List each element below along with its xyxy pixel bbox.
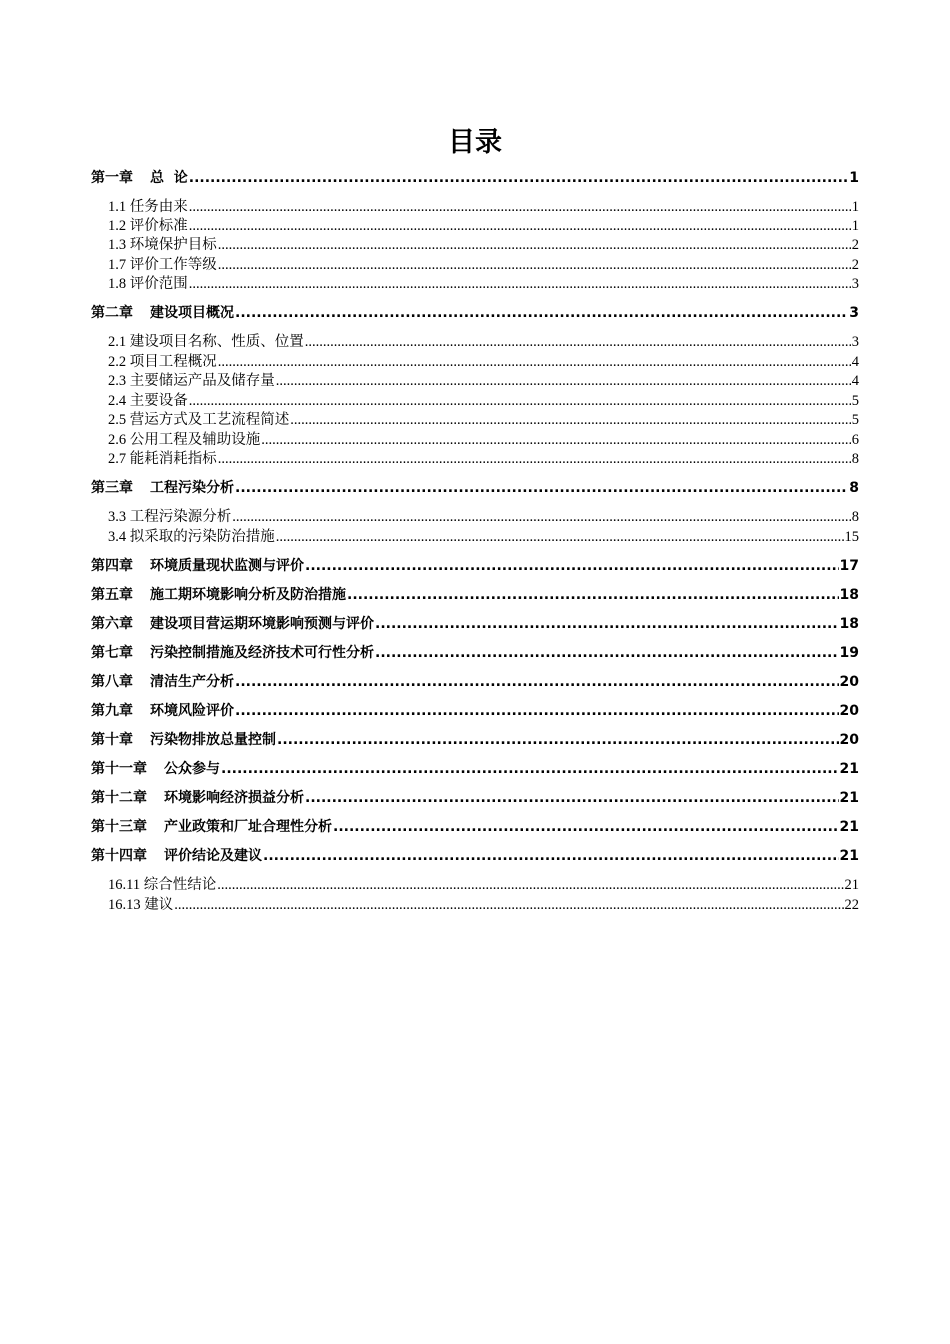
page-number: 21 (839, 848, 859, 864)
dot-leader (217, 875, 843, 895)
dot-leader (189, 391, 851, 411)
chapter-number: 第五章 (91, 587, 133, 603)
entry-title: 2.6 公用工程及辅助设施 (108, 432, 261, 448)
page-number: 1 (851, 218, 859, 234)
page-number: 22 (844, 897, 859, 913)
dot-leader (218, 235, 851, 255)
dot-leader (305, 332, 851, 352)
entry-title: 建设项目概况 (150, 305, 234, 321)
dot-leader (221, 759, 839, 779)
entry-title: 1.7 评价工作等级 (108, 257, 217, 273)
dot-leader (174, 895, 843, 915)
dot-leader (189, 168, 849, 188)
chapter-number: 第十四章 (91, 848, 147, 864)
dot-leader (218, 352, 851, 372)
page-number: 4 (851, 373, 859, 389)
dot-leader (277, 730, 839, 750)
toc-chapter-entry[interactable] (91, 585, 859, 605)
toc-section-entry[interactable] (108, 410, 859, 430)
chapter-number: 第一章 (91, 170, 133, 186)
toc-chapter-entry[interactable] (91, 672, 859, 692)
dot-leader (235, 672, 839, 692)
toc-chapter-entry[interactable] (91, 730, 859, 750)
page-number: 19 (839, 645, 859, 661)
page-number: 21 (844, 877, 859, 893)
page-number: 20 (839, 703, 859, 719)
toc-section-entry[interactable] (108, 216, 859, 236)
toc-chapter-entry[interactable] (91, 168, 859, 188)
entry-title: 2.7 能耗消耗指标 (108, 451, 217, 467)
toc-chapter-entry[interactable] (91, 556, 859, 576)
dot-leader (276, 371, 851, 391)
dot-leader (347, 585, 839, 605)
entry-title: 3.3 工程污染源分析 (108, 509, 232, 525)
page-number: 18 (839, 587, 859, 603)
entry-title: 环境风险评价 (150, 703, 234, 719)
page-number: 1 (851, 199, 859, 215)
dot-leader (218, 255, 851, 275)
entry-title: 清洁生产分析 (150, 674, 234, 690)
entry-title: 施工期环境影响分析及防治措施 (150, 587, 346, 603)
page-number: 5 (851, 412, 859, 428)
chapter-number: 第九章 (91, 703, 133, 719)
toc-section-entry[interactable] (108, 274, 859, 294)
entry-title: 产业政策和厂址合理性分析 (164, 819, 332, 835)
entry-title: 污染物排放总量控制 (150, 732, 276, 748)
chapter-number: 第八章 (91, 674, 133, 690)
toc-section-entry[interactable] (108, 875, 859, 895)
toc-chapter-entry[interactable] (91, 846, 859, 866)
toc-chapter-entry[interactable] (91, 614, 859, 634)
toc-section-entry[interactable] (108, 371, 859, 391)
page-number: 8 (851, 509, 859, 525)
toc-section-entry[interactable] (108, 895, 859, 915)
entry-title: 1.2 评价标准 (108, 218, 188, 234)
page-number: 2 (851, 237, 859, 253)
page-number: 21 (839, 819, 859, 835)
dot-leader (305, 788, 839, 808)
entry-title: 1.1 任务由来 (108, 199, 188, 215)
dot-leader (305, 556, 839, 576)
entry-title: 1.8 评价范围 (108, 276, 188, 292)
entry-title: 2.3 主要储运产品及储存量 (108, 373, 275, 389)
chapter-number: 第四章 (91, 558, 133, 574)
entry-title: 16.11 综合性结论 (108, 877, 217, 893)
page-number: 21 (839, 761, 859, 777)
entry-title: 环境质量现状监测与评价 (150, 558, 304, 574)
toc-chapter-entry[interactable] (91, 817, 859, 837)
entry-title: 2.4 主要设备 (108, 393, 188, 409)
toc-section-entry[interactable] (108, 235, 859, 255)
dot-leader (375, 614, 839, 634)
toc-section-entry[interactable] (108, 391, 859, 411)
dot-leader (333, 817, 839, 837)
page-number: 5 (851, 393, 859, 409)
toc-section-entry[interactable] (108, 352, 859, 372)
page-number: 3 (851, 334, 859, 350)
toc-section-entry[interactable] (108, 332, 859, 352)
dot-leader (276, 527, 844, 547)
toc-chapter-entry[interactable] (91, 643, 859, 663)
toc-chapter-entry[interactable] (91, 478, 859, 498)
toc-section-entry[interactable] (108, 507, 859, 527)
page-number: 20 (839, 674, 859, 690)
toc-section-entry[interactable] (108, 527, 859, 547)
page-number: 21 (839, 790, 859, 806)
page-number: 15 (844, 529, 859, 545)
entry-title: 评价结论及建议 (164, 848, 262, 864)
dot-leader (218, 449, 851, 469)
chapter-number: 第十一章 (91, 761, 147, 777)
dot-leader (232, 507, 851, 527)
dot-leader (189, 197, 851, 217)
entry-title: 公众参与 (164, 761, 220, 777)
page-number: 3 (851, 276, 859, 292)
page-number: 18 (839, 616, 859, 632)
chapter-number: 第六章 (91, 616, 133, 632)
dot-leader (189, 216, 851, 236)
entry-title: 1.3 环境保护目标 (108, 237, 217, 253)
dot-leader (290, 410, 851, 430)
page-number: 17 (839, 558, 859, 574)
dot-leader (235, 701, 839, 721)
chapter-number: 第十二章 (91, 790, 147, 806)
page-number: 4 (851, 354, 859, 370)
dot-leader (263, 846, 839, 866)
chapter-number: 第二章 (91, 305, 133, 321)
dot-leader (375, 643, 839, 663)
toc-chapter-entry[interactable] (91, 759, 859, 779)
toc-section-entry[interactable] (108, 449, 859, 469)
entry-title: 2.2 项目工程概况 (108, 354, 217, 370)
entry-title: 总 论 (150, 170, 188, 186)
page-number: 20 (839, 732, 859, 748)
toc-chapter-entry[interactable] (91, 701, 859, 721)
dot-leader (261, 430, 851, 450)
chapter-number: 第三章 (91, 480, 133, 496)
entry-title: 3.4 拟采取的污染防治措施 (108, 529, 275, 545)
toc-section-entry[interactable] (108, 430, 859, 450)
chapter-number: 第七章 (91, 645, 133, 661)
entry-title: 建设项目营运期环境影响预测与评价 (150, 616, 374, 632)
page-number: 8 (851, 451, 859, 467)
toc-section-entry[interactable] (108, 197, 859, 217)
toc-title: 目录 (448, 127, 502, 158)
toc-chapter-entry[interactable] (91, 303, 859, 323)
toc-section-entry[interactable] (108, 255, 859, 275)
entry-title: 工程污染分析 (150, 480, 234, 496)
page-number: 1 (849, 170, 859, 186)
entry-title: 环境影响经济损益分析 (164, 790, 304, 806)
dot-leader (189, 274, 851, 294)
entry-title: 2.5 营运方式及工艺流程简述 (108, 412, 290, 428)
toc-chapter-entry[interactable] (91, 788, 859, 808)
page-number: 6 (851, 432, 859, 448)
entry-title: 2.1 建设项目名称、性质、位置 (108, 334, 304, 350)
page-number: 3 (849, 305, 859, 321)
page-number: 8 (849, 480, 859, 496)
chapter-number: 第十三章 (91, 819, 147, 835)
dot-leader (235, 478, 848, 498)
entry-title: 16.13 建议 (108, 897, 174, 913)
page-number: 2 (851, 257, 859, 273)
entry-title: 污染控制措施及经济技术可行性分析 (150, 645, 374, 661)
chapter-number: 第十章 (91, 732, 133, 748)
dot-leader (235, 303, 848, 323)
